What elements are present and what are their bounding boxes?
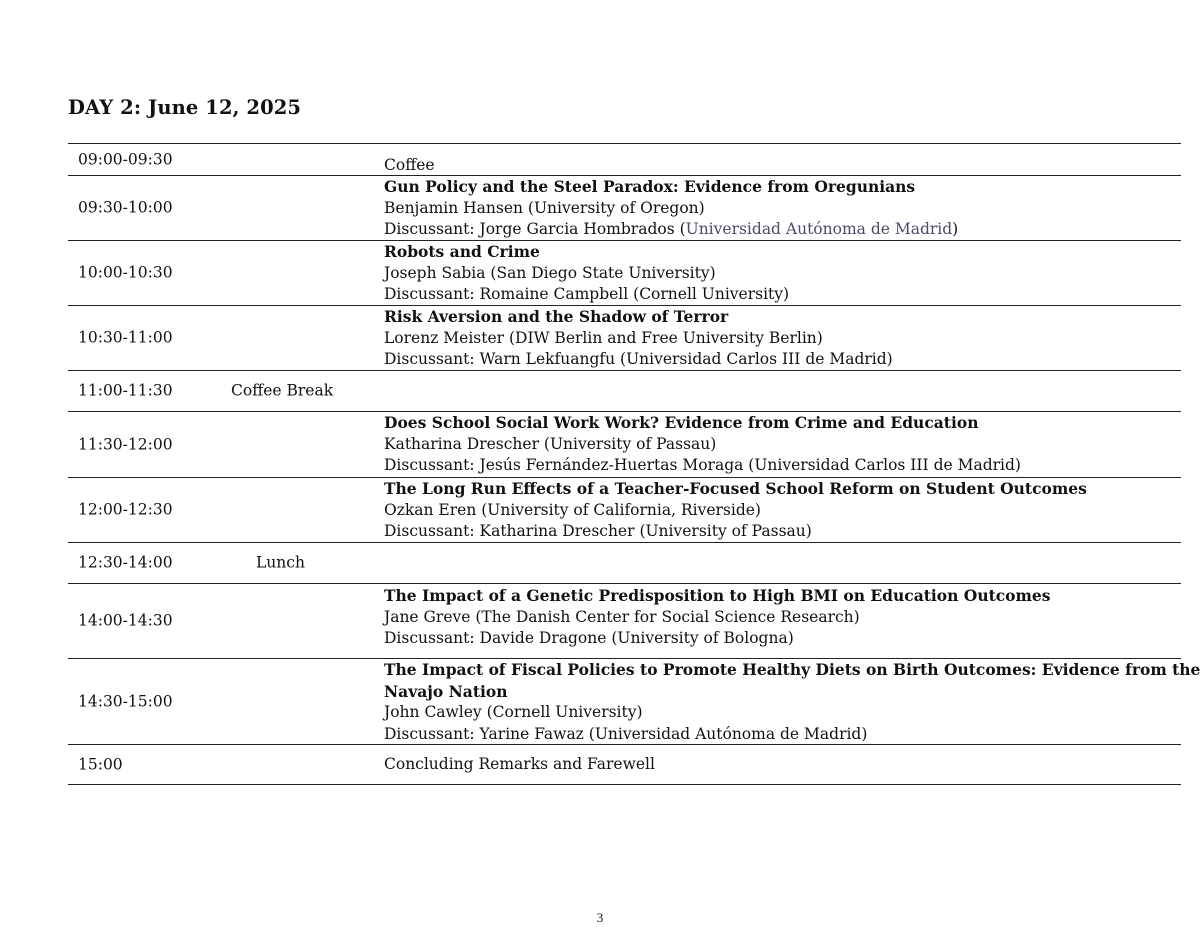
paper-title: The Impact of a Genetic Predisposition to High BMI on Education Outcomes — [384, 586, 1051, 605]
schedule-row-session — [68, 176, 1181, 241]
session-content — [384, 144, 1174, 177]
paper-title: The Long Run Effects of a Teacher-Focused School Reform on Student Outcomes — [384, 479, 1087, 498]
schedule-row-break — [68, 371, 1181, 412]
discussant-close: ) — [952, 220, 959, 238]
time-slot: 09:30-10:00 — [78, 198, 173, 217]
speaker: Jane Greve (The Danish Center for Social Science Research) — [384, 607, 860, 626]
lunch-label: Lunch — [256, 553, 305, 572]
session-text: Coffee — [384, 156, 435, 174]
discussant — [384, 219, 1174, 241]
discussant: Discussant: Yarine Fawaz (Universidad Autónoma de Madrid) — [384, 724, 868, 743]
time-slot: 12:00-12:30 — [78, 500, 173, 519]
time-slot: 12:30-14:00 — [78, 553, 173, 572]
speaker: Benjamin Hansen (University of Oregon) — [384, 198, 705, 217]
paper-title: Risk Aversion and the Shadow of Terror — [384, 307, 729, 326]
schedule-row-coffee — [68, 144, 1181, 176]
speaker: Ozkan Eren (University of California, Riverside) — [384, 500, 761, 519]
session-content — [384, 412, 1174, 477]
session-content — [384, 306, 1174, 371]
time-slot: 11:30-12:00 — [78, 434, 173, 453]
session-text: Concluding Remarks and Farewell — [384, 755, 655, 773]
paper-title: Robots and Crime — [384, 242, 540, 261]
speaker: Joseph Sabia (San Diego State University) — [384, 263, 716, 282]
paper-title-line-2: Navajo Nation — [384, 681, 508, 701]
time-slot: 09:00-09:30 — [78, 149, 173, 168]
break-label: Coffee Break — [231, 381, 334, 400]
paper-title: Gun Policy and the Steel Paradox: Evidence from Oregunians — [384, 177, 916, 196]
schedule-row-session — [68, 659, 1200, 745]
discussant: Discussant: Romaine Campbell (Cornell University) — [384, 285, 790, 303]
session-content — [384, 584, 1174, 650]
session-content — [384, 478, 1174, 543]
speaker: Lorenz Meister (DIW Berlin and Free University Berlin) — [384, 328, 823, 347]
session-content — [384, 659, 1200, 745]
day-title: DAY 2: June 12, 2025 — [68, 96, 302, 119]
schedule-row-session — [68, 478, 1181, 543]
speaker: John Cawley (Cornell University) — [384, 703, 643, 721]
discussant-name: Discussant: Jorge Garcia Hombrados ( — [384, 220, 686, 238]
schedule-row-session — [68, 584, 1181, 659]
time-slot: 10:30-11:00 — [78, 328, 173, 347]
time-slot: 10:00-10:30 — [78, 263, 173, 282]
paper-title: Does School Social Work Work? Evidence from Crime and Education — [384, 413, 979, 432]
schedule-table — [68, 143, 1200, 785]
discussant: Discussant: Jesús Fernández-Huertas Moraga (Universidad Carlos III de Madrid) — [384, 456, 1021, 474]
discussant: Discussant: Warn Lekfuangfu (Universidad Carlos III de Madrid) — [384, 350, 893, 368]
schedule-row-session — [68, 412, 1181, 478]
discussant: Discussant: Davide Dragone (University of Bologna) — [384, 629, 794, 647]
speaker: Katharina Drescher (University of Passau) — [384, 434, 717, 453]
paper-title-line-1: The Impact of Fiscal Policies to Promote Healthy Diets on Birth Outcomes: Evidence from the — [384, 660, 1200, 679]
session-content — [384, 241, 1174, 306]
schedule-row-lunch — [68, 543, 1181, 584]
schedule-row-session — [68, 241, 1181, 306]
discussant: Discussant: Katharina Drescher (University of Passau) — [384, 522, 812, 540]
time-slot: 14:00-14:30 — [78, 611, 173, 630]
schedule-row-closing — [68, 745, 1181, 785]
time-slot: 11:00-11:30 — [78, 381, 173, 400]
session-content — [384, 745, 1174, 776]
session-content — [384, 176, 1174, 241]
time-slot: 14:30-15:00 — [78, 691, 173, 710]
time-slot: 15:00 — [78, 754, 123, 773]
discussant-affiliation: Universidad Autónoma de Madrid — [685, 220, 953, 238]
schedule-row-session — [68, 306, 1181, 371]
page-number: 3 — [596, 910, 604, 925]
